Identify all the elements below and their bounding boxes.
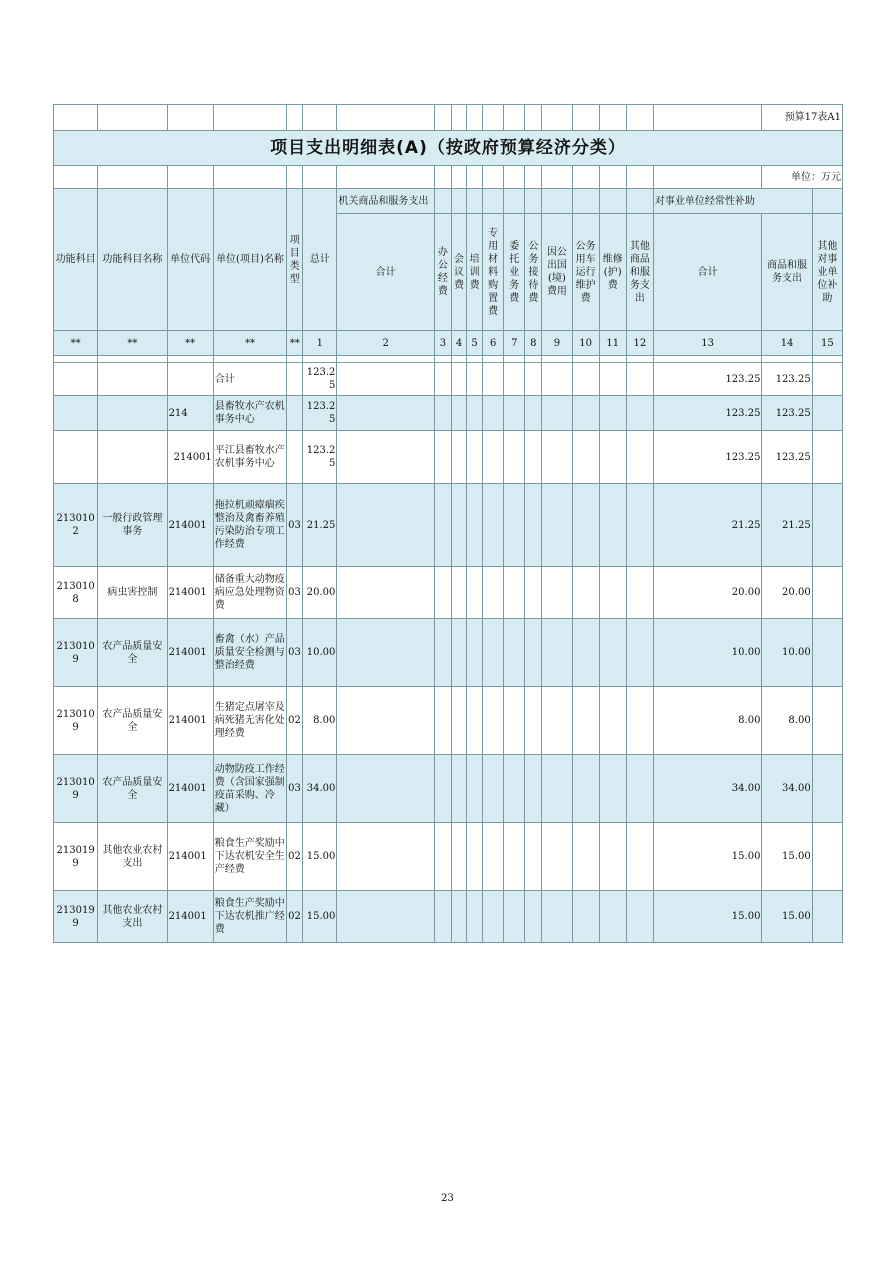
empty-cell <box>337 363 434 396</box>
project-name-cell: 生猪定点屠宰及病死猪无害化处理经费 <box>213 687 286 755</box>
header-reception: 公务接待费 <box>525 214 542 331</box>
table-row <box>54 396 843 431</box>
project-name-cell: 畜禽（水）产品质量安全检测与整治经费 <box>213 619 286 687</box>
total-cell: 8.00 <box>303 687 337 755</box>
header-commission: 委托业务费 <box>504 214 525 331</box>
func-code-cell: 2130109 <box>54 755 98 823</box>
total-cell: 15.00 <box>303 891 337 943</box>
func-code-cell <box>54 363 98 396</box>
project-name-cell: 合计 <box>213 363 286 396</box>
empty-cell <box>504 755 525 823</box>
empty-cell <box>572 891 599 943</box>
empty-cell <box>525 567 542 619</box>
empty-cell <box>599 396 626 431</box>
empty-cell <box>626 619 653 687</box>
header-func-name: 功能科目名称 <box>98 189 167 331</box>
index-cell: 12 <box>626 331 653 356</box>
inst-goods-cell: 123.25 <box>762 431 812 484</box>
index-cell: 6 <box>483 331 504 356</box>
empty-cell <box>337 619 434 687</box>
unit-code-cell: 214001 <box>167 484 213 567</box>
inst-total-cell: 34.00 <box>653 755 762 823</box>
unit-code-cell: 214001 <box>167 687 213 755</box>
empty-cell <box>626 396 653 431</box>
empty-cell <box>483 567 504 619</box>
func-name-cell: 农产品质量安全 <box>98 687 167 755</box>
func-name-cell: 农产品质量安全 <box>98 755 167 823</box>
unit-code-cell: 214001 <box>167 823 213 891</box>
inst-total-cell: 123.25 <box>653 363 762 396</box>
func-code-cell: 2130108 <box>54 567 98 619</box>
empty-cell <box>599 755 626 823</box>
empty-cell <box>337 431 434 484</box>
empty-cell <box>525 891 542 943</box>
total-cell: 34.00 <box>303 755 337 823</box>
header-total: 总计 <box>303 189 337 331</box>
empty-cell <box>542 363 572 396</box>
index-cell: 5 <box>467 331 483 356</box>
table-row <box>54 687 843 755</box>
index-cell: ** <box>54 331 98 356</box>
index-cell: 13 <box>653 331 762 356</box>
project-type-cell: 02 <box>287 687 303 755</box>
empty-cell <box>451 431 466 484</box>
empty-cell <box>483 396 504 431</box>
empty-cell <box>572 396 599 431</box>
inst-total-cell: 123.25 <box>653 431 762 484</box>
empty-cell <box>626 823 653 891</box>
empty-cell <box>542 396 572 431</box>
empty-cell <box>542 431 572 484</box>
func-code-cell <box>54 431 98 484</box>
header-inst-total: 合计 <box>653 214 762 331</box>
inst-other-cell <box>812 891 842 943</box>
project-type-cell: 03 <box>287 619 303 687</box>
empty-cell <box>467 431 483 484</box>
empty-cell <box>542 823 572 891</box>
header-office: 办公经费 <box>434 214 451 331</box>
table-row <box>54 363 843 396</box>
empty-cell <box>626 687 653 755</box>
empty-cell <box>467 567 483 619</box>
func-code-cell: 2130109 <box>54 687 98 755</box>
empty-cell <box>467 396 483 431</box>
empty-cell <box>434 431 451 484</box>
inst-other-cell <box>812 823 842 891</box>
total-cell: 15.00 <box>303 823 337 891</box>
unit-code-cell: 214 <box>167 396 213 431</box>
empty-cell <box>483 484 504 567</box>
unit-label: 单位：万元 <box>762 166 843 189</box>
unit-code-cell <box>167 363 213 396</box>
empty-cell <box>504 431 525 484</box>
empty-cell <box>626 891 653 943</box>
table-row <box>54 823 843 891</box>
inst-goods-cell: 20.00 <box>762 567 812 619</box>
empty-cell <box>525 431 542 484</box>
func-name-cell <box>98 363 167 396</box>
empty-cell <box>434 619 451 687</box>
func-code-cell: 2130109 <box>54 619 98 687</box>
header-group-inst: 对事业单位经常性补助 <box>653 189 812 214</box>
empty-cell <box>504 687 525 755</box>
empty-cell <box>504 396 525 431</box>
inst-goods-cell: 34.00 <box>762 755 812 823</box>
empty-cell <box>572 619 599 687</box>
inst-goods-cell: 8.00 <box>762 687 812 755</box>
inst-total-cell: 21.25 <box>653 484 762 567</box>
project-type-cell: 02 <box>287 823 303 891</box>
inst-goods-cell: 15.00 <box>762 891 812 943</box>
empty-cell <box>434 891 451 943</box>
table-row <box>54 484 843 567</box>
title-row <box>54 131 843 166</box>
empty-cell <box>525 396 542 431</box>
project-name-cell: 粮食生产奖励中下达农机安全生产经费 <box>213 823 286 891</box>
project-type-cell <box>287 431 303 484</box>
index-cell: 10 <box>572 331 599 356</box>
empty-cell <box>467 891 483 943</box>
index-cell: 2 <box>337 331 434 356</box>
empty-cell <box>599 619 626 687</box>
unit-code-cell: 214001 <box>167 619 213 687</box>
empty-cell <box>483 363 504 396</box>
index-cell: 14 <box>762 331 812 356</box>
total-cell: 10.00 <box>303 619 337 687</box>
empty-cell <box>599 891 626 943</box>
empty-cell <box>337 396 434 431</box>
func-code-cell: 2130199 <box>54 891 98 943</box>
inst-total-cell: 20.00 <box>653 567 762 619</box>
empty-cell <box>572 823 599 891</box>
empty-cell <box>434 567 451 619</box>
budget-table <box>53 104 843 943</box>
empty-cell <box>434 363 451 396</box>
total-cell: 123.25 <box>303 396 337 431</box>
table-row <box>54 619 843 687</box>
empty-cell <box>572 363 599 396</box>
index-cell: 4 <box>451 331 466 356</box>
empty-cell <box>572 755 599 823</box>
func-code-cell <box>54 396 98 431</box>
empty-cell <box>572 484 599 567</box>
empty-cell <box>626 567 653 619</box>
table-code: 预算17表A1 <box>762 105 843 131</box>
unit-code-cell: 214001 <box>167 755 213 823</box>
empty-cell <box>337 567 434 619</box>
func-name-cell: 一般行政管理事务 <box>98 484 167 567</box>
empty-cell <box>542 567 572 619</box>
empty-cell <box>525 484 542 567</box>
empty-cell <box>542 687 572 755</box>
inst-total-cell: 8.00 <box>653 687 762 755</box>
index-cell: 9 <box>542 331 572 356</box>
empty-cell <box>451 567 466 619</box>
empty-cell <box>504 567 525 619</box>
inst-total-cell: 123.25 <box>653 396 762 431</box>
page-number: 23 <box>441 1193 454 1204</box>
empty-cell <box>599 431 626 484</box>
index-cell: ** <box>213 331 286 356</box>
header-inst-goods: 商品和服务支出 <box>762 214 812 331</box>
empty-cell <box>434 755 451 823</box>
table-row <box>54 755 843 823</box>
inst-other-cell <box>812 396 842 431</box>
func-name-cell: 病虫害控制 <box>98 567 167 619</box>
index-cell: ** <box>287 331 303 356</box>
empty-cell <box>504 484 525 567</box>
empty-cell <box>467 755 483 823</box>
func-name-cell: 农产品质量安全 <box>98 619 167 687</box>
empty-cell <box>337 755 434 823</box>
empty-cell <box>434 687 451 755</box>
header-project-type: 项目类型 <box>287 189 303 331</box>
project-name-cell: 平江县畜牧水产农机事务中心 <box>213 431 286 484</box>
empty-cell <box>525 619 542 687</box>
func-code-cell: 2130102 <box>54 484 98 567</box>
inst-goods-cell: 15.00 <box>762 823 812 891</box>
empty-cell <box>483 619 504 687</box>
inst-other-cell <box>812 363 842 396</box>
empty-cell <box>626 755 653 823</box>
project-type-cell: 03 <box>287 567 303 619</box>
table-row <box>54 431 843 484</box>
table-title: 项目支出明细表(A)（按政府预算经济分类） <box>54 131 843 166</box>
index-cell: ** <box>98 331 167 356</box>
inst-goods-cell: 123.25 <box>762 363 812 396</box>
empty-cell <box>542 755 572 823</box>
unit-code-cell: 214001 <box>167 567 213 619</box>
empty-cell <box>483 891 504 943</box>
empty-cell <box>434 823 451 891</box>
empty-cell <box>483 755 504 823</box>
inst-total-cell: 10.00 <box>653 619 762 687</box>
empty-cell <box>483 431 504 484</box>
empty-cell <box>626 363 653 396</box>
inst-other-cell <box>812 687 842 755</box>
header-group-org: 机关商品和服务支出 <box>337 189 434 214</box>
empty-cell <box>599 687 626 755</box>
unit-row <box>54 166 843 189</box>
empty-cell <box>626 484 653 567</box>
empty-cell <box>337 891 434 943</box>
header-training: 培训费 <box>467 214 483 331</box>
project-name-cell: 动物防疫工作经费（含国家强制疫苗采购、冷藏） <box>213 755 286 823</box>
func-name-cell <box>98 431 167 484</box>
unit-code-cell: 214001 <box>167 431 213 484</box>
index-cell: 1 <box>303 331 337 356</box>
empty-cell <box>467 687 483 755</box>
empty-cell <box>451 891 466 943</box>
inst-goods-cell: 21.25 <box>762 484 812 567</box>
table-row <box>54 891 843 943</box>
unit-code-cell: 214001 <box>167 891 213 943</box>
empty-cell <box>572 431 599 484</box>
empty-cell <box>434 484 451 567</box>
header-materials: 专用材料购置费 <box>483 214 504 331</box>
header-row-group <box>54 189 843 214</box>
empty-cell <box>337 687 434 755</box>
inst-other-cell <box>812 567 842 619</box>
header-unit-name: 单位(项目)名称 <box>213 189 286 331</box>
index-cell: 15 <box>812 331 842 356</box>
empty-cell <box>337 484 434 567</box>
project-type-cell: 03 <box>287 484 303 567</box>
empty-cell <box>599 823 626 891</box>
project-name-cell: 县畜牧水产农机事务中心 <box>213 396 286 431</box>
empty-cell <box>451 396 466 431</box>
empty-cell <box>483 823 504 891</box>
empty-cell <box>451 484 466 567</box>
table-row <box>54 567 843 619</box>
empty-cell <box>542 891 572 943</box>
project-type-cell: 03 <box>287 755 303 823</box>
project-name-cell: 拖拉机顽瘴痼疾整治及禽畜养殖污染防治专项工作经费 <box>213 484 286 567</box>
empty-cell <box>337 823 434 891</box>
project-name-cell: 储备重大动物疫病应急处理物资费 <box>213 567 286 619</box>
empty-cell <box>467 619 483 687</box>
header-meeting: 会议费 <box>451 214 466 331</box>
empty-cell <box>467 484 483 567</box>
index-cell: 8 <box>525 331 542 356</box>
empty-cell <box>572 567 599 619</box>
index-cell: ** <box>167 331 213 356</box>
empty-cell <box>451 687 466 755</box>
empty-cell <box>599 567 626 619</box>
total-cell: 21.25 <box>303 484 337 567</box>
total-cell: 20.00 <box>303 567 337 619</box>
project-type-cell: 02 <box>287 891 303 943</box>
empty-cell <box>525 755 542 823</box>
empty-cell <box>542 619 572 687</box>
header-other-goods: 其他商品和服务支出 <box>626 214 653 331</box>
func-name-cell <box>98 396 167 431</box>
spacer-row <box>54 356 843 363</box>
header-inst-other: 其他对事业单位补助 <box>812 214 842 331</box>
inst-goods-cell: 123.25 <box>762 396 812 431</box>
empty-cell <box>599 363 626 396</box>
empty-cell <box>504 619 525 687</box>
project-name-cell: 粮食生产奖励中下达农机推广经费 <box>213 891 286 943</box>
empty-cell <box>504 891 525 943</box>
func-code-cell: 2130199 <box>54 823 98 891</box>
empty-cell <box>572 687 599 755</box>
empty-cell <box>504 823 525 891</box>
index-row <box>54 331 843 356</box>
index-cell: 3 <box>434 331 451 356</box>
func-name-cell: 其他农业农村支出 <box>98 823 167 891</box>
total-cell: 123.25 <box>303 431 337 484</box>
empty-cell <box>451 619 466 687</box>
header-car: 公务用车运行维护费 <box>572 214 599 331</box>
empty-cell <box>525 687 542 755</box>
empty-cell <box>599 484 626 567</box>
inst-total-cell: 15.00 <box>653 823 762 891</box>
inst-other-cell <box>812 431 842 484</box>
inst-total-cell: 15.00 <box>653 891 762 943</box>
header-unit-code: 单位代码 <box>167 189 213 331</box>
empty-cell <box>525 823 542 891</box>
empty-cell <box>467 363 483 396</box>
empty-cell <box>467 823 483 891</box>
index-cell: 11 <box>599 331 626 356</box>
header-maintenance: 维修(护)费 <box>599 214 626 331</box>
empty-cell <box>434 396 451 431</box>
index-cell: 7 <box>504 331 525 356</box>
empty-cell <box>504 363 525 396</box>
func-name-cell: 其他农业农村支出 <box>98 891 167 943</box>
empty-cell <box>451 363 466 396</box>
inst-other-cell <box>812 484 842 567</box>
inst-goods-cell: 10.00 <box>762 619 812 687</box>
header-org-total: 合计 <box>337 214 434 331</box>
inst-other-cell <box>812 755 842 823</box>
table-code-row <box>54 105 843 131</box>
empty-cell <box>626 431 653 484</box>
project-type-cell <box>287 363 303 396</box>
empty-cell <box>483 687 504 755</box>
total-cell: 123.25 <box>303 363 337 396</box>
empty-cell <box>451 823 466 891</box>
project-type-cell <box>287 396 303 431</box>
empty-cell <box>542 484 572 567</box>
empty-cell <box>525 363 542 396</box>
empty-cell <box>451 755 466 823</box>
header-abroad: 因公出国(境)费用 <box>542 214 572 331</box>
header-func-code: 功能科目 <box>54 189 98 331</box>
inst-other-cell <box>812 619 842 687</box>
